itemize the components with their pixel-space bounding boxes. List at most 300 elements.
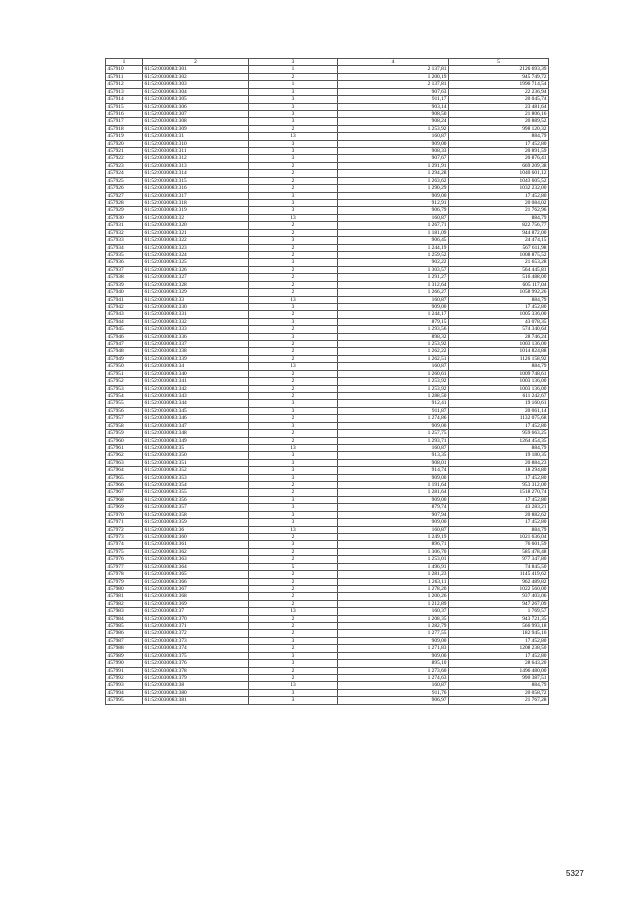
table-cell: 907,94 bbox=[338, 511, 449, 518]
table-cell: 884,79 bbox=[449, 296, 549, 303]
table-cell: 912,41 bbox=[338, 400, 449, 407]
table-row bbox=[106, 407, 549, 414]
table-cell: 13 bbox=[249, 133, 338, 140]
table-row bbox=[106, 400, 549, 407]
table-cell: 2 bbox=[249, 274, 338, 281]
table-row bbox=[106, 660, 549, 667]
table-cell: 17 452,80 bbox=[449, 192, 549, 199]
table-row bbox=[106, 296, 549, 303]
table-cell: 1003 136,00 bbox=[449, 385, 549, 392]
table-cell: 2 bbox=[249, 170, 338, 177]
table-cell: 906,79 bbox=[338, 207, 449, 214]
table-cell: 61:52:0030083:323 bbox=[143, 244, 249, 251]
table-cell: 1 263,62 bbox=[338, 177, 449, 184]
table-cell: 160,37 bbox=[338, 608, 449, 615]
table-row bbox=[106, 66, 549, 73]
table-cell: 457989 bbox=[106, 652, 143, 659]
table-cell: 990 387,51 bbox=[449, 675, 549, 682]
table-cell: 17 452,80 bbox=[449, 496, 549, 503]
table-row bbox=[106, 140, 549, 147]
table-cell: 3 bbox=[249, 96, 338, 103]
table-cell: 3 bbox=[249, 519, 338, 526]
table-cell: 1 288,50 bbox=[338, 392, 449, 399]
table-cell: 3 bbox=[249, 467, 338, 474]
table-cell: 1 257,75 bbox=[338, 430, 449, 437]
table-cell: 2 bbox=[249, 185, 338, 192]
table-cell: 61:52:0030083:369 bbox=[143, 600, 249, 607]
table-row bbox=[106, 467, 549, 474]
table-row bbox=[106, 155, 549, 162]
table-cell: 3 bbox=[249, 452, 338, 459]
table-cell: 457959 bbox=[106, 430, 143, 437]
table-row bbox=[106, 452, 549, 459]
table-row bbox=[106, 133, 549, 140]
table-cell: 61:52:0030083:354 bbox=[143, 482, 249, 489]
table-cell: 909,00 bbox=[338, 303, 449, 310]
table-cell: 457911 bbox=[106, 73, 143, 80]
table-cell: 3 bbox=[249, 303, 338, 310]
table-cell: 3 bbox=[249, 192, 338, 199]
table-cell: 61:52:0030083:306 bbox=[143, 103, 249, 110]
table-row bbox=[106, 185, 549, 192]
table-cell: 457957 bbox=[106, 415, 143, 422]
table-cell: 2 bbox=[249, 556, 338, 563]
table-cell: 19 180,35 bbox=[449, 452, 549, 459]
table-cell: 457929 bbox=[106, 207, 143, 214]
page-number: 5327 bbox=[566, 869, 584, 878]
table-cell: 61:52:0030083:314 bbox=[143, 170, 249, 177]
table-row bbox=[106, 229, 549, 236]
table-row bbox=[106, 519, 549, 526]
table-row bbox=[106, 88, 549, 95]
table-cell: 182 945,16 bbox=[449, 630, 549, 637]
table-cell: 457964 bbox=[106, 467, 143, 474]
table-cell: 1 253,01 bbox=[338, 556, 449, 563]
table-cell: 884,79 bbox=[449, 214, 549, 221]
table-cell: 457927 bbox=[106, 192, 143, 199]
table-cell: 457930 bbox=[106, 214, 143, 221]
table-cell: 61:52:0030083:340 bbox=[143, 370, 249, 377]
table-row bbox=[106, 326, 549, 333]
table-cell: 1 253,92 bbox=[338, 378, 449, 385]
table-cell: 3 bbox=[249, 140, 338, 147]
table-row bbox=[106, 274, 549, 281]
table-cell: 2 bbox=[249, 266, 338, 273]
table-cell: 457995 bbox=[106, 697, 143, 704]
table-cell: 457975 bbox=[106, 548, 143, 555]
table-row bbox=[106, 333, 549, 340]
table-cell: 457961 bbox=[106, 444, 143, 451]
table-cell: 909,00 bbox=[338, 140, 449, 147]
table-cell: 953 312,00 bbox=[449, 482, 549, 489]
table-cell: 17 452,80 bbox=[449, 637, 549, 644]
table-cell: 2 137,81 bbox=[338, 81, 449, 88]
table-cell: 61:52:0030083:302 bbox=[143, 73, 249, 80]
table-cell: 21 762,96 bbox=[449, 207, 549, 214]
table-row bbox=[106, 585, 549, 592]
table-cell: 908,50 bbox=[338, 110, 449, 117]
table-cell: 1 bbox=[249, 66, 338, 73]
table-cell: 457919 bbox=[106, 133, 143, 140]
table-cell: 3 bbox=[249, 504, 338, 511]
table-cell: 61:52:0030083:345 bbox=[143, 407, 249, 414]
table-cell: 907,63 bbox=[338, 88, 449, 95]
data-table bbox=[105, 58, 549, 705]
table-cell: 61:52:0030083:325 bbox=[143, 259, 249, 266]
table-cell: 457976 bbox=[106, 556, 143, 563]
table-cell: 61:52:0030083:359 bbox=[143, 519, 249, 526]
table-cell: 3 bbox=[249, 541, 338, 548]
table-cell: 2 bbox=[249, 415, 338, 422]
table-cell: 898,32 bbox=[338, 333, 449, 340]
table-cell: 2 bbox=[249, 378, 338, 385]
header-row bbox=[106, 59, 549, 66]
table-cell: 3 bbox=[249, 259, 338, 266]
table-cell: 457955 bbox=[106, 400, 143, 407]
table-cell: 879,74 bbox=[338, 504, 449, 511]
table-cell: 1 273,60 bbox=[338, 667, 449, 674]
table-cell: 43 283,21 bbox=[449, 504, 549, 511]
table-cell: 1 291,91 bbox=[338, 162, 449, 169]
table-cell: 457941 bbox=[106, 296, 143, 303]
table-cell: 1 271,83 bbox=[338, 645, 449, 652]
table-cell: 20 876,41 bbox=[449, 155, 549, 162]
table-cell: 457920 bbox=[106, 140, 143, 147]
table-cell: 61:52:0030083:375 bbox=[143, 652, 249, 659]
table-cell: 457916 bbox=[106, 110, 143, 117]
table-cell: 3 bbox=[249, 407, 338, 414]
table-cell: 61:52:0030083:303 bbox=[143, 81, 249, 88]
table-cell: 1996 714,54 bbox=[449, 81, 549, 88]
table-cell: 28 643,20 bbox=[449, 660, 549, 667]
table-cell: 2 bbox=[249, 244, 338, 251]
table-cell: 61:52:0030083:310 bbox=[143, 140, 249, 147]
table-cell: 611 242,67 bbox=[449, 392, 549, 399]
table-row bbox=[106, 118, 549, 125]
table-row bbox=[106, 667, 549, 674]
table-cell: 61:52:0030083:339 bbox=[143, 355, 249, 362]
table-cell: 906,45 bbox=[338, 237, 449, 244]
table-cell: 20 891,59 bbox=[449, 148, 549, 155]
table-cell: 160,87 bbox=[338, 526, 449, 533]
table-cell: 457935 bbox=[106, 251, 143, 258]
table-cell: 1 290,29 bbox=[338, 185, 449, 192]
table-cell: 13 bbox=[249, 214, 338, 221]
table-cell: 13 bbox=[249, 363, 338, 370]
table-cell: 457942 bbox=[106, 303, 143, 310]
table-cell: 3 bbox=[249, 474, 338, 481]
table-cell: 61:52:0030083:343 bbox=[143, 392, 249, 399]
table-cell: 61:52:0030083:327 bbox=[143, 274, 249, 281]
table-cell: 1 769,57 bbox=[449, 608, 549, 615]
table-cell: 3 bbox=[249, 637, 338, 644]
table-cell: 908,33 bbox=[338, 148, 449, 155]
table-cell: 2 bbox=[249, 489, 338, 496]
table-row bbox=[106, 103, 549, 110]
table-cell: 457926 bbox=[106, 185, 143, 192]
table-cell: 909,00 bbox=[338, 496, 449, 503]
table-cell: 2 bbox=[249, 348, 338, 355]
table-cell: 1 496,91 bbox=[338, 563, 449, 570]
table-row bbox=[106, 237, 549, 244]
table-cell: 457918 bbox=[106, 125, 143, 132]
table-cell: 457915 bbox=[106, 103, 143, 110]
table-cell: 1 294,28 bbox=[338, 170, 449, 177]
table-cell: 605 117,04 bbox=[449, 281, 549, 288]
table-cell: 61:52:0030083:337 bbox=[143, 341, 249, 348]
table-cell: 5 bbox=[249, 563, 338, 570]
table-cell: 457946 bbox=[106, 333, 143, 340]
table-cell: 2 137,81 bbox=[338, 66, 449, 73]
table-cell: 457960 bbox=[106, 437, 143, 444]
table-body bbox=[106, 66, 549, 704]
table-cell: 61:52:0030083:348 bbox=[143, 430, 249, 437]
table-cell: 18 294,80 bbox=[449, 467, 549, 474]
table-cell: 457938 bbox=[106, 274, 143, 281]
table-row bbox=[106, 110, 549, 117]
table-cell: 61:52:0030083:309 bbox=[143, 125, 249, 132]
table-row bbox=[106, 281, 549, 288]
table-cell: 3 bbox=[249, 110, 338, 117]
table-cell: 61:52:0030083:328 bbox=[143, 281, 249, 288]
table-cell: 2 bbox=[249, 437, 338, 444]
table-cell: 61:52:0030083:312 bbox=[143, 155, 249, 162]
table-row bbox=[106, 244, 549, 251]
table-cell: 61:52:0030083:349 bbox=[143, 437, 249, 444]
table-cell: 1022 560,00 bbox=[449, 585, 549, 592]
column-header: 2 bbox=[143, 59, 249, 66]
table-cell: 61:52:0030083:324 bbox=[143, 251, 249, 258]
table-cell: 457967 bbox=[106, 489, 143, 496]
table-row bbox=[106, 207, 549, 214]
table-cell: 1032 232,00 bbox=[449, 185, 549, 192]
table-cell: 2 bbox=[249, 355, 338, 362]
table-cell: 457949 bbox=[106, 355, 143, 362]
table-cell: 3 bbox=[249, 496, 338, 503]
table-row bbox=[106, 259, 549, 266]
table-cell: 61:52:0030083:320 bbox=[143, 222, 249, 229]
table-cell: 160,87 bbox=[338, 444, 449, 451]
table-cell: 61:52:0030083:362 bbox=[143, 548, 249, 555]
table-row bbox=[106, 422, 549, 429]
table-row bbox=[106, 489, 549, 496]
table-row bbox=[106, 370, 549, 377]
table-cell: 457954 bbox=[106, 392, 143, 399]
table-cell: 457914 bbox=[106, 96, 143, 103]
column-header: 4 bbox=[338, 59, 449, 66]
table-cell: 2126 693,39 bbox=[449, 66, 549, 73]
table-cell: 61:52:0030083:37 bbox=[143, 608, 249, 615]
table-cell: 160,87 bbox=[338, 133, 449, 140]
table-row bbox=[106, 608, 549, 615]
table-cell: 61:52:0030083:372 bbox=[143, 630, 249, 637]
table-cell: 28 746,24 bbox=[449, 333, 549, 340]
table-cell: 457973 bbox=[106, 534, 143, 541]
table-cell: 61:52:0030083:326 bbox=[143, 266, 249, 273]
table-cell: 457990 bbox=[106, 660, 143, 667]
table-cell: 911,17 bbox=[338, 96, 449, 103]
table-cell: 17 452,80 bbox=[449, 303, 549, 310]
table-cell: 61:52:0030083:308 bbox=[143, 118, 249, 125]
table-row bbox=[106, 148, 549, 155]
table-cell: 3 bbox=[249, 459, 338, 466]
table-cell: 457984 bbox=[106, 615, 143, 622]
table-cell: 61:52:0030083:336 bbox=[143, 333, 249, 340]
table-cell: 61:52:0030083:36 bbox=[143, 526, 249, 533]
table-row bbox=[106, 444, 549, 451]
table-cell: 2 bbox=[249, 222, 338, 229]
table-row bbox=[106, 511, 549, 518]
table-cell: 909,00 bbox=[338, 474, 449, 481]
table-cell: 912,91 bbox=[338, 200, 449, 207]
table-cell: 2 bbox=[249, 229, 338, 236]
table-cell: 20 058,72 bbox=[449, 689, 549, 696]
table-cell: 61:52:0030083:353 bbox=[143, 474, 249, 481]
table-cell: 457922 bbox=[106, 155, 143, 162]
table-cell: 13 bbox=[249, 682, 338, 689]
table-cell: 13 bbox=[249, 526, 338, 533]
table-cell: 3 bbox=[249, 88, 338, 95]
table-cell: 3 bbox=[249, 400, 338, 407]
table-cell: 61:52:0030083:333 bbox=[143, 326, 249, 333]
table-row bbox=[106, 162, 549, 169]
table-cell: 1 293,56 bbox=[338, 326, 449, 333]
table-cell: 1 267,71 bbox=[338, 222, 449, 229]
table-row bbox=[106, 96, 549, 103]
table-cell: 3 bbox=[249, 103, 338, 110]
table-cell: 457994 bbox=[106, 689, 143, 696]
table-cell: 457924 bbox=[106, 170, 143, 177]
table-cell: 457923 bbox=[106, 162, 143, 169]
table-row bbox=[106, 170, 549, 177]
table-cell: 457945 bbox=[106, 326, 143, 333]
table-cell: 1040 601,12 bbox=[449, 170, 549, 177]
table-row bbox=[106, 630, 549, 637]
table-cell: 2 bbox=[249, 430, 338, 437]
table-cell: 457985 bbox=[106, 623, 143, 630]
table-cell: 457979 bbox=[106, 578, 143, 585]
table-cell: 914,74 bbox=[338, 467, 449, 474]
table-cell: 566 993,18 bbox=[449, 623, 549, 630]
table-cell: 61:52:0030083:378 bbox=[143, 667, 249, 674]
table-cell: 2 bbox=[249, 289, 338, 296]
table-cell: 1 200,19 bbox=[338, 73, 449, 80]
table-cell: 457981 bbox=[106, 593, 143, 600]
table-cell: 20 889,52 bbox=[449, 118, 549, 125]
table-cell: 1 266,27 bbox=[338, 289, 449, 296]
table-cell: 3 bbox=[249, 200, 338, 207]
table-cell: 61:52:0030083:356 bbox=[143, 496, 249, 503]
table-cell: 943 721,35 bbox=[449, 615, 549, 622]
table-cell: 61:52:0030083:329 bbox=[143, 289, 249, 296]
table-cell: 1 274,86 bbox=[338, 415, 449, 422]
table-cell: 457970 bbox=[106, 511, 143, 518]
table-row bbox=[106, 675, 549, 682]
table-row bbox=[106, 556, 549, 563]
table-cell: 1132 075,68 bbox=[449, 415, 549, 422]
table-cell: 20 045,74 bbox=[449, 96, 549, 103]
table-cell: 61:52:0030083:304 bbox=[143, 88, 249, 95]
table-row bbox=[106, 200, 549, 207]
table-row bbox=[106, 363, 549, 370]
table-cell: 669 209,38 bbox=[449, 162, 549, 169]
table-row bbox=[106, 697, 549, 704]
table-cell: 3 bbox=[249, 318, 338, 325]
table-cell: 2 bbox=[249, 548, 338, 555]
table-cell: 902,22 bbox=[338, 259, 449, 266]
table-cell: 2 bbox=[249, 125, 338, 132]
table-row bbox=[106, 689, 549, 696]
table-cell: 457948 bbox=[106, 348, 143, 355]
table-cell: 19 160,61 bbox=[449, 400, 549, 407]
table-cell: 61:52:0030083:33 bbox=[143, 296, 249, 303]
table-cell: 457943 bbox=[106, 311, 143, 318]
table-cell: 61:52:0030083:376 bbox=[143, 660, 249, 667]
table-cell: 1 281,23 bbox=[338, 571, 449, 578]
table-cell: 457958 bbox=[106, 422, 143, 429]
table-cell: 907,67 bbox=[338, 155, 449, 162]
table-row bbox=[106, 311, 549, 318]
table-cell: 61:52:0030083:34 bbox=[143, 363, 249, 370]
table-row bbox=[106, 251, 549, 258]
table-cell: 22 236,94 bbox=[449, 88, 549, 95]
table-row bbox=[106, 600, 549, 607]
table-cell: 2 bbox=[249, 162, 338, 169]
table-cell: 906,97 bbox=[338, 697, 449, 704]
table-cell: 457966 bbox=[106, 482, 143, 489]
table-cell: 457917 bbox=[106, 118, 143, 125]
table-cell: 61:52:0030083:313 bbox=[143, 162, 249, 169]
table-row bbox=[106, 341, 549, 348]
table-row bbox=[106, 593, 549, 600]
table-cell: 884,79 bbox=[449, 444, 549, 451]
table-cell: 959 663,25 bbox=[449, 430, 549, 437]
table-cell: 1021 636,04 bbox=[449, 534, 549, 541]
table-cell: 457987 bbox=[106, 637, 143, 644]
table-cell: 2 bbox=[249, 615, 338, 622]
table-cell: 2 bbox=[249, 645, 338, 652]
table-cell: 2 bbox=[249, 571, 338, 578]
column-header: 3 bbox=[249, 59, 338, 66]
table-cell: 457991 bbox=[106, 667, 143, 674]
table-cell: 1014 824,88 bbox=[449, 348, 549, 355]
table-cell: 1264 454,35 bbox=[449, 437, 549, 444]
table-cell: 20 884,23 bbox=[449, 459, 549, 466]
table-cell: 457951 bbox=[106, 370, 143, 377]
table-cell: 457932 bbox=[106, 229, 143, 236]
table-cell: 17 452,80 bbox=[449, 140, 549, 147]
table-cell: 3 bbox=[249, 333, 338, 340]
table-cell: 457993 bbox=[106, 682, 143, 689]
table-cell: 2 bbox=[249, 585, 338, 592]
table-cell: 1 277,55 bbox=[338, 630, 449, 637]
table-cell: 2 bbox=[249, 675, 338, 682]
table-cell: 1 303,57 bbox=[338, 266, 449, 273]
table-cell: 61:52:0030083:360 bbox=[143, 534, 249, 541]
table-cell: 61:52:0030083:361 bbox=[143, 541, 249, 548]
table-cell: 3 bbox=[249, 118, 338, 125]
table-cell: 61:52:0030083:367 bbox=[143, 585, 249, 592]
table-cell: 1 312,64 bbox=[338, 281, 449, 288]
table-cell: 61:52:0030083:368 bbox=[143, 593, 249, 600]
table-row bbox=[106, 214, 549, 221]
table-cell: 457963 bbox=[106, 459, 143, 466]
table-cell: 457940 bbox=[106, 289, 143, 296]
table-row bbox=[106, 474, 549, 481]
table-cell: 1 244,17 bbox=[338, 311, 449, 318]
table-cell: 61:52:0030083:350 bbox=[143, 452, 249, 459]
table-cell: 24 474,15 bbox=[449, 237, 549, 244]
